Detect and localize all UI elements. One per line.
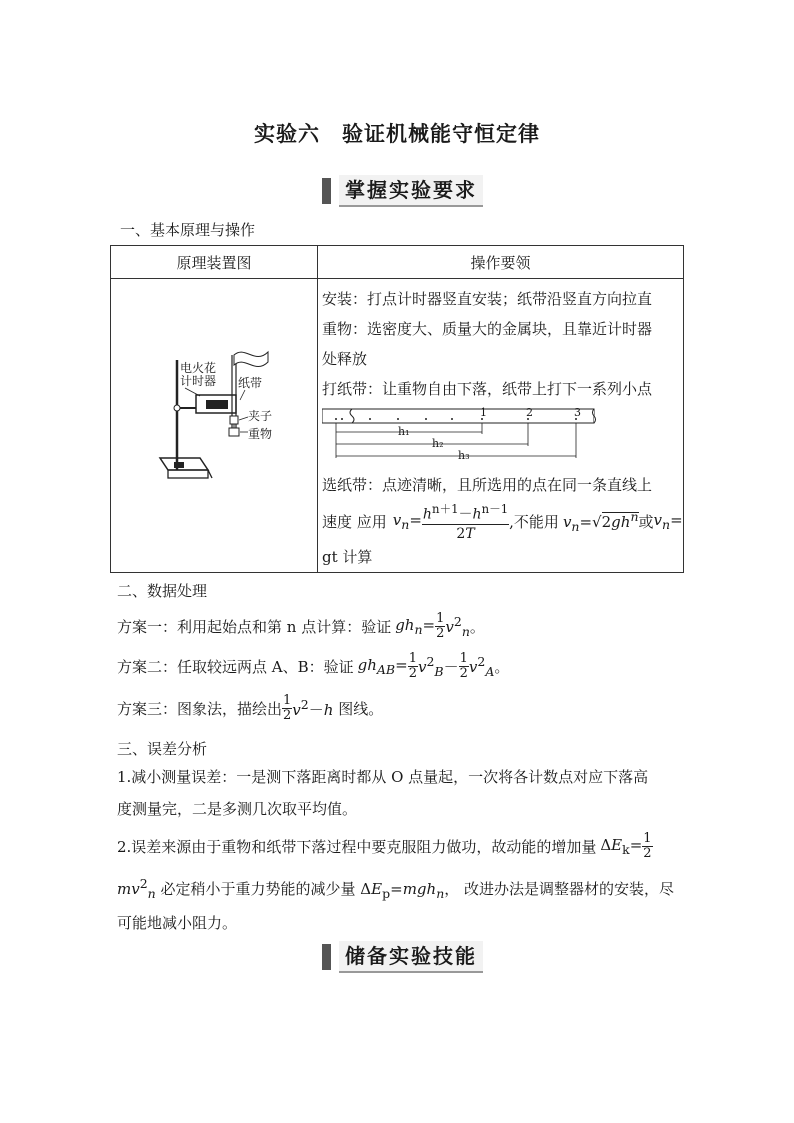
velocity-mid: ,不能用 xyxy=(509,512,559,531)
plan-three: 方案三：图象法，描绘出 $\frac{1}{2}$ $v^2-h$ 图线。 xyxy=(117,693,384,723)
error-one-line1: 1.减小测量误差：一是测下落距离时都从 O 点量起，一次将各计数点对应下落高 xyxy=(117,768,649,786)
banner-bar-icon xyxy=(322,944,331,970)
section-banner-requirements xyxy=(322,176,483,206)
tape-point-1: 1 xyxy=(480,406,487,419)
velocity-or: 或 xyxy=(638,512,654,531)
error-two-text-a: 必定稍小于重力势能的减少量 xyxy=(160,880,356,898)
op-tape: 打纸带：让重物自由下落，纸带上打下一系列小点 xyxy=(322,380,653,398)
op-gt: gt 计算 xyxy=(322,548,373,566)
op-velocity: 速度 应用 $v_n=$ $\frac{h^{n+1}-h^{n-1}}{2T}$ ,不能用 $v_n=√2gh^n$ 或 $v_n=$ xyxy=(322,502,683,542)
section-heading-error: 三、误差分析 xyxy=(117,740,208,758)
error-two-line2: $mv^2_n$ 必定稍小于重力势能的减少量 $\Delta E_p=mgh_n$， 改进办法是调整器材的安装，尽 xyxy=(117,876,675,901)
error-two-line1: 2.误差来源由于重物和纸带下落过程中要克服阻力做功，故动能的增加量 $\Delta E_k=$ $\frac{1}{2}$ xyxy=(117,831,652,861)
plan-two-text: 方案二：任取较远两点 A、B：验证 xyxy=(117,658,354,676)
velocity-prefix: 速度 应用 xyxy=(322,512,387,531)
plan-one: 方案一：利用起始点和第 n 点计算：验证 $gh_n=$ $\frac{1}{2}$ $v^2_n$。 xyxy=(117,611,485,641)
section-heading-data: 二、数据处理 xyxy=(117,582,208,600)
op-weight-cont: 处释放 xyxy=(322,350,368,368)
tape-h3: h₃ xyxy=(458,449,470,462)
tape-h1: h₁ xyxy=(398,425,410,438)
banner-text: 储备实验技能 xyxy=(339,941,483,973)
label-clip: 夹子 xyxy=(248,409,273,423)
plan-three-suffix: 图线。 xyxy=(338,700,384,718)
error-two-line3: 可能地减小阻力。 xyxy=(117,914,238,932)
plan-two: 方案二：任取较远两点 A、B：验证 $gh_{AB}=$ $\frac{1}{2}$ $v^2_B-$ $\frac{1}{2}$ $v^2_A$。 xyxy=(117,651,510,681)
tape-h2: h₂ xyxy=(432,437,444,450)
error-two-text: 2.误差来源由于重物和纸带下落过程中要克服阻力做功，故动能的增加量 xyxy=(117,838,597,856)
plan-three-text: 方案三：图象法，描绘出 xyxy=(117,700,283,718)
table-header-right: 操作要领 xyxy=(318,246,684,279)
error-one-line2: 度测量完，二是多测几次取平均值。 xyxy=(117,800,358,818)
tape-point-2: 2 xyxy=(526,406,533,419)
tape-point-3: 3 xyxy=(574,406,581,419)
page-title: 实验六 验证机械能守恒定律 xyxy=(254,122,540,146)
section-heading-principle: 一、基本原理与操作 xyxy=(120,221,256,239)
banner-text: 掌握实验要求 xyxy=(339,175,483,207)
section-banner-skills xyxy=(322,942,483,972)
banner-bar-icon xyxy=(322,178,331,204)
label-tape: 纸带 xyxy=(238,376,263,390)
plan-one-text: 方案一：利用起始点和第 n 点计算：验证 xyxy=(117,618,392,636)
error-two-text-b: 改进办法是调整器材的安装，尽 xyxy=(464,880,675,898)
op-install: 安装：打点计时器竖直安装；纸带沿竖直方向拉直 xyxy=(322,290,653,308)
op-select-tape: 选纸带：点迹清晰，且所选用的点在同一条直线上 xyxy=(322,476,653,494)
label-timer: 电火花 计时器 xyxy=(180,361,217,388)
op-weight: 重物：选密度大、质量大的金属块，且靠近计时器 xyxy=(322,320,653,338)
label-weight: 重物 xyxy=(248,427,273,441)
table-header-left: 原理装置图 xyxy=(111,246,318,279)
